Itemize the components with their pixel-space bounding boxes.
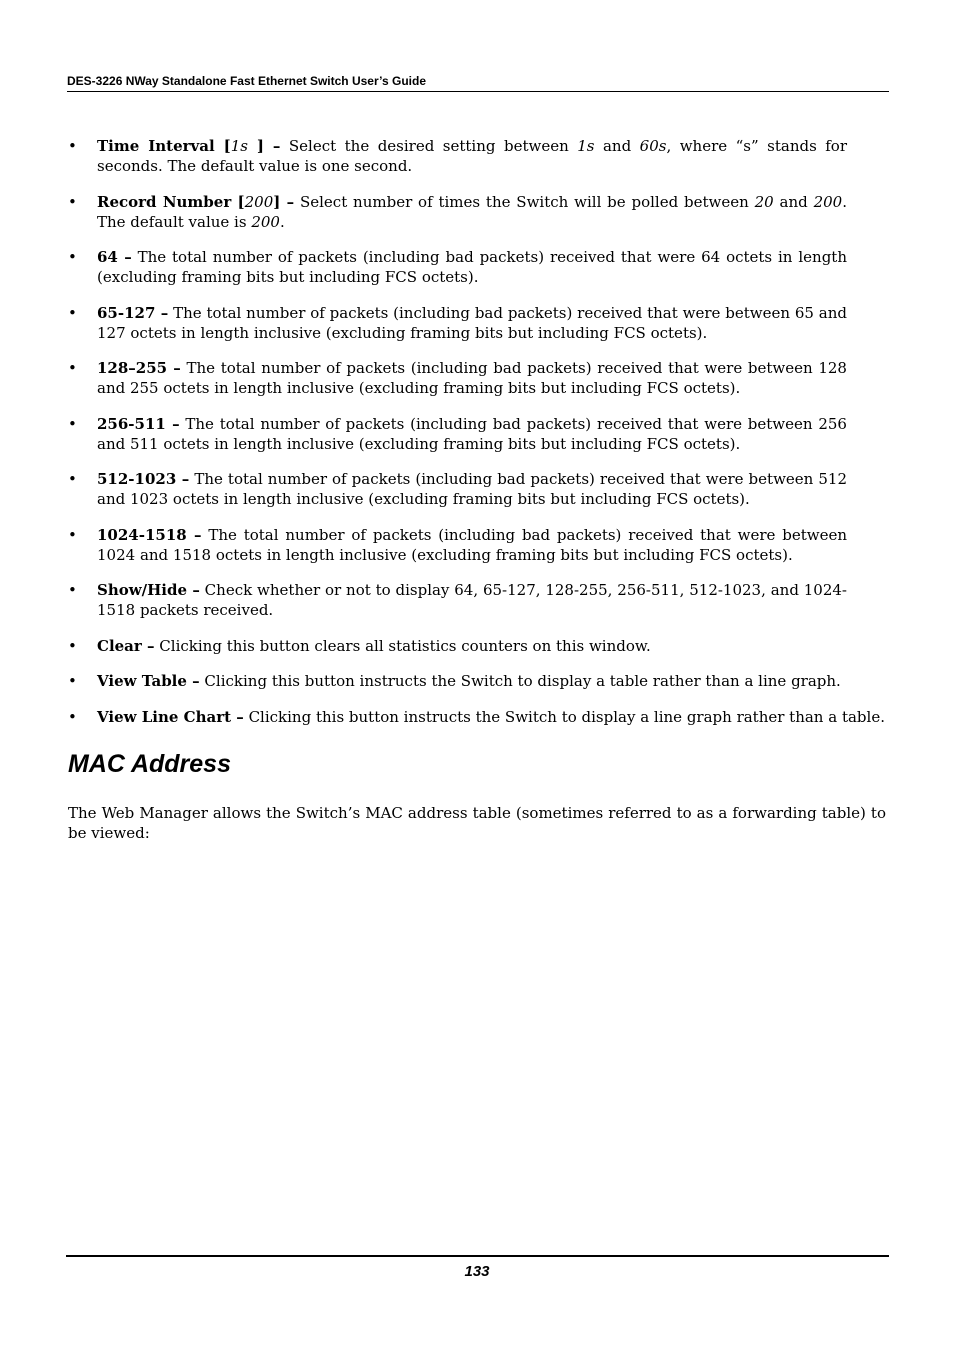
bullet-icon: • xyxy=(68,414,77,433)
description: Clicking this button instructs the Switch to display a table rather than a line graph. xyxy=(199,672,841,690)
term: 65-127 – xyxy=(97,303,169,322)
description: The total number of packets (including bad packets) received that were between 512 and 1023 octets in length inclusive (excluding framing bits but including FCS octets). xyxy=(97,470,847,508)
description: Clicking this button instructs the Switch to display a line graph rather than a table. xyxy=(243,707,885,726)
bullet-list xyxy=(68,136,886,727)
bullet-icon: • xyxy=(68,707,77,726)
list-item-1024-1518 xyxy=(68,525,847,565)
bullet-icon: • xyxy=(68,137,77,155)
description: The total number of packets (including bad packets) received that were between 1024 and 1518 octets in length inclusive (excluding framing bits but including FCS octets). xyxy=(97,525,847,564)
term: 512-1023 – xyxy=(97,470,190,488)
term: 64 – xyxy=(97,248,132,266)
running-header xyxy=(67,74,889,92)
term: Record Number [200] – xyxy=(97,192,295,211)
description: The total number of packets (including bad packets) received that were between 65 and 127 octets in length inclusive (excluding framing bits but including FCS octets). xyxy=(97,303,848,342)
page-number: 133 xyxy=(464,1263,490,1280)
term: 256-511 – xyxy=(97,414,180,433)
term: View Line Chart – xyxy=(97,707,244,726)
list-item-record-number: • Record Number [200] – Select number of times the Switch will be polled between 20 and 200. The default value is 200. xyxy=(68,192,847,231)
term: Time Interval [1s ] – xyxy=(97,137,281,155)
list-item-128-255 xyxy=(68,358,847,398)
bullet-icon: • xyxy=(68,525,77,544)
footer-divider xyxy=(66,1255,889,1257)
term: 1024-1518 – xyxy=(97,525,202,544)
list-item-clear xyxy=(68,636,847,656)
list-item-64 xyxy=(68,247,847,287)
page-content xyxy=(68,136,886,843)
list-item-65-127 xyxy=(68,303,847,343)
term: Clear – xyxy=(97,636,155,655)
description: Check whether or not to display 64, 65-127, 128-255, 256-511, 512-1023, and 1024-1518 packets received. xyxy=(97,581,848,619)
list-item-view-table xyxy=(68,671,847,691)
description: The total number of packets (including bad packets) received that were between 256 and 511 octets in length inclusive (excluding framing bits but including FCS octets). xyxy=(97,414,847,453)
list-item-show-hide xyxy=(68,580,847,620)
description: Clicking this button clears all statistics counters on this window. xyxy=(154,636,651,655)
list-item-view-line-chart xyxy=(68,707,886,727)
bullet-icon: • xyxy=(68,192,77,211)
list-item-512-1023 xyxy=(68,469,847,509)
bullet-icon: • xyxy=(68,470,77,488)
list-item-256-511 xyxy=(68,414,847,454)
list-item-time-interval: • Time Interval [1s ] – Select the desired setting between 1s and 60s, where “s” stands for seconds. The default value is one second. xyxy=(68,137,848,175)
description: The total number of packets (including bad packets) received that were between 128 and 255 octets in length inclusive (excluding framing bits but including FCS octets). xyxy=(97,359,847,397)
term: 128–255 – xyxy=(97,359,181,377)
description: The total number of packets (including bad packets) received that were 64 octets in length (excluding framing bits but including FCS octets). xyxy=(97,248,847,286)
term: View Table – xyxy=(97,672,200,690)
bullet-icon: • xyxy=(68,248,77,266)
bullet-icon: • xyxy=(68,672,77,690)
section-paragraph: The Web Manager allows the Switch’s MAC address table (sometimes referred to as a forwarding table) to be viewed: xyxy=(68,803,886,842)
bullet-icon: • xyxy=(68,581,77,599)
header-title: DES-3226 NWay Standalone Fast Ethernet Switch User’s Guide xyxy=(67,74,426,88)
section-heading: MAC Address xyxy=(68,749,231,778)
bullet-icon: • xyxy=(68,303,77,322)
bullet-icon: • xyxy=(68,359,77,377)
bullet-icon: • xyxy=(68,636,77,655)
term: Show/Hide – xyxy=(97,581,200,599)
